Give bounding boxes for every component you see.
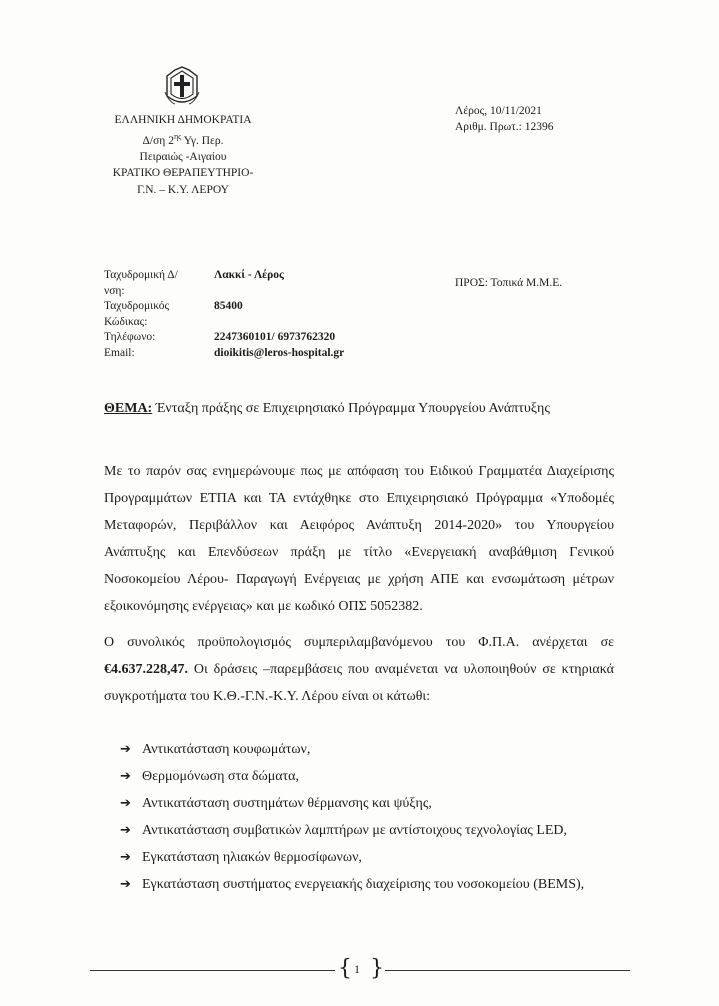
footer-brace-left: { xyxy=(338,956,352,981)
list-item-text: Αντικατάσταση συμβατικών λαμπτήρων με αντίστοιχους τεχνολογίας LED, xyxy=(142,823,568,838)
list-item-text: Εγκατάσταση συστήματος ενεργειακής διαχείρισης του νοσοκομείου (BEMS), xyxy=(142,877,585,892)
issuer-line: Πειραιώς -Αιγαίου xyxy=(139,150,227,163)
budget-amount: €4.637.228,47. xyxy=(104,662,188,677)
footer-rule-left xyxy=(90,970,335,971)
list-item xyxy=(120,736,614,763)
subject-text: Ένταξη πράξης σε Επιχειρησιακό Πρόγραμμα Υπουργείου Ανάπτυξης xyxy=(152,401,550,416)
contact-row-address xyxy=(104,268,344,299)
issuer-block xyxy=(88,112,278,198)
date-line: Λέρος, 10/11/2021 xyxy=(455,105,542,117)
footer-rule-right xyxy=(385,970,630,971)
coat-of-arms-emblem xyxy=(163,66,201,108)
right-arrow-icon: ➔ xyxy=(120,877,131,892)
contact-value[interactable]: dioikitis@leros-hospital.gr xyxy=(214,346,345,359)
list-item-text: Εγκατάσταση ηλιακών θερμοσίφωνων, xyxy=(142,850,362,865)
protocol-number: Αριθμ. Πρωτ.: 12396 xyxy=(455,121,554,133)
subject-label: ΘΕΜΑ: xyxy=(104,401,153,416)
right-arrow-icon: ➔ xyxy=(120,769,131,784)
issuer-line: ΚΡΑΤΙΚΟ ΘΕΡΑΠΕΥΤΗΡΙΟ- xyxy=(112,167,254,180)
contact-value: 85400 xyxy=(214,300,243,312)
contact-row-email xyxy=(104,346,344,362)
body-paragraph-1: Με το παρόν σας ενημερώνουμε πως με απόφαση του Ειδικού Γραμματέα Διαχείρισης Προγραμμάτων ΕΤΠΑ και ΤΑ εντάχθηκε στο Επιχειρησιακό Πρόγραμμα «Υποδομές Μεταφορών, Περιβάλλον και Αειφόρος Ανάπτυξη 2014-2020» του Υπουργείου Ανάπτυξης και Επενδύσεων πράξη με τίτλο «Ενεργειακή αναβάθμιση Γενικού Νοσοκομείου Λέρου- Παραγωγή Ενέργειας με χρήση ΑΠΕ και ενσωμάτωση μέτρων εξοικονόμησης ενέργειας» και με κωδικό ΟΠΣ 5052382. xyxy=(104,464,614,614)
document-meta xyxy=(455,103,554,135)
subject-line xyxy=(104,401,550,417)
recipient: ΠΡΟΣ: Τοπικά Μ.Μ.Ε. xyxy=(455,277,563,289)
paragraph-text: Ο συνολικός προϋπολογισμός συμπεριλαμβανόμενου του Φ.Π.Α. ανέρχεται σε xyxy=(104,635,614,650)
list-item xyxy=(120,790,614,817)
contact-label: Τηλέφωνο: xyxy=(104,331,156,343)
list-item-text: Αντικατάσταση συστημάτων θέρμανσης και ψύξης, xyxy=(142,796,432,811)
footer-brace-right: } xyxy=(370,956,384,981)
page-number: 1 xyxy=(354,962,360,976)
list-item xyxy=(120,844,614,871)
contact-label: Email: xyxy=(104,346,135,359)
contact-label: Ταχυδρομικός Κώδικας: xyxy=(104,300,170,328)
actions-list xyxy=(120,736,614,898)
issuer-line: Δ/ση $2^{\eta\varsigma}$ Υγ. Περ. xyxy=(142,131,224,147)
list-item xyxy=(120,817,614,844)
right-arrow-icon: ➔ xyxy=(120,742,131,757)
right-arrow-icon: ➔ xyxy=(120,796,131,811)
contact-block xyxy=(104,268,344,361)
contact-row-postcode xyxy=(104,299,344,330)
contact-row-phone xyxy=(104,330,344,346)
issuer-line: ΕΛΛΗΝΙΚΗ ΔΗΜΟΚΡΑΤΙΑ xyxy=(114,114,252,126)
list-item xyxy=(120,871,614,898)
right-arrow-icon: ➔ xyxy=(120,823,131,838)
contact-value: 2247360101/ 6973762320 xyxy=(214,331,336,343)
issuer-line: Γ.Ν. – Κ.Υ. ΛΕΡΟΥ xyxy=(137,183,229,196)
list-item-text: Αντικατάσταση κουφωμάτων, xyxy=(142,742,311,757)
list-item xyxy=(120,763,614,790)
body-paragraph-2 xyxy=(104,629,614,710)
contact-value: Λακκί - Λέρος xyxy=(214,269,284,281)
right-arrow-icon: ➔ xyxy=(120,850,131,865)
contact-label: Ταχυδρομική Δ/νση: xyxy=(104,269,178,297)
paragraph-text: Οι δράσεις –παρεμβάσεις που αναμένεται να υλοποιηθούν σε κτηριακά συγκροτήματα του Κ.Θ.-Γ.Ν.-Κ.Υ. Λέρου είναι οι κάτωθι: xyxy=(104,662,614,704)
list-item-text: Θερμομόνωση στα δώματα, xyxy=(142,769,300,784)
